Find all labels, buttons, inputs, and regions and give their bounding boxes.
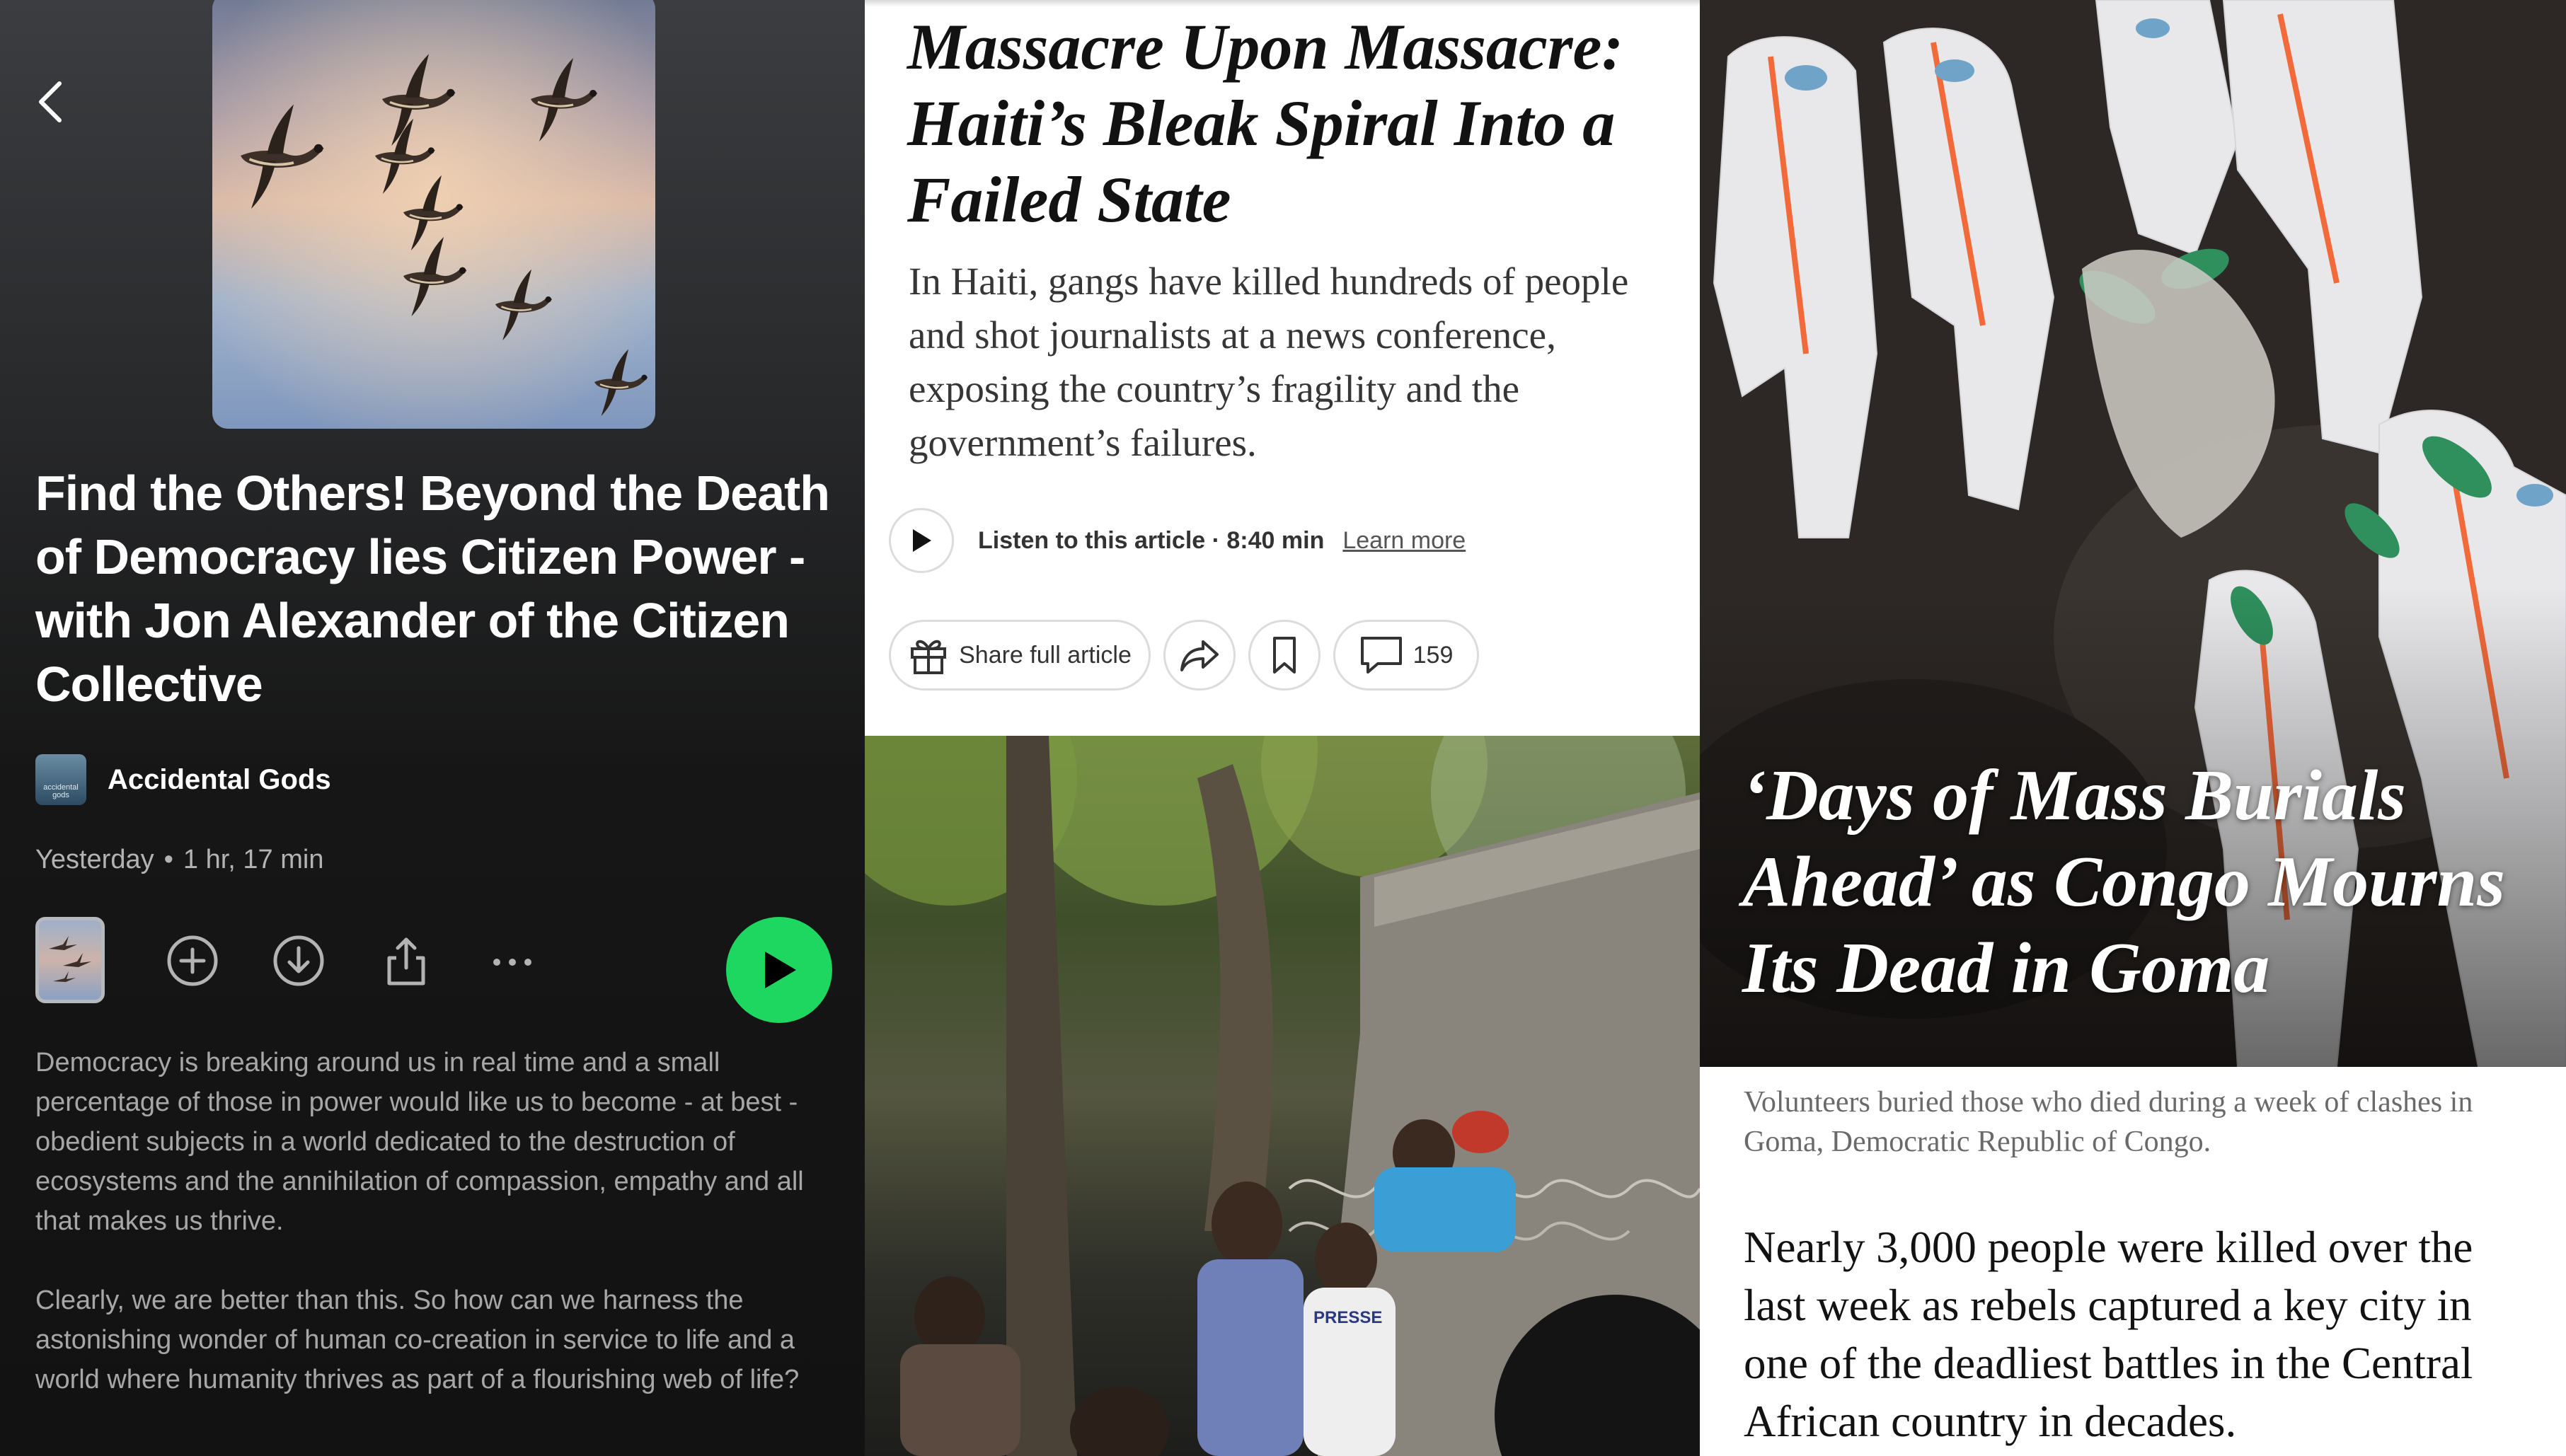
learn-more-link[interactable]: Learn more bbox=[1342, 526, 1466, 554]
episode-description-2: Clearly, we are better than this. So how can we harness the astonishing wonder of human co-creation in service to life and a world where humanity thrives as part of a flourishing web of life? bbox=[35, 1285, 800, 1394]
listen-label: Listen to this article · 8:40 min bbox=[978, 526, 1325, 554]
comments-button[interactable] bbox=[1333, 620, 1479, 691]
episode-date: Yesterday bbox=[35, 845, 154, 874]
episode-actions bbox=[35, 917, 832, 1007]
geese-illustration bbox=[212, 0, 655, 429]
podcast-panel bbox=[0, 0, 865, 1456]
add-circle-icon[interactable] bbox=[166, 934, 219, 988]
more-icon[interactable] bbox=[485, 934, 539, 988]
share-full-article-label: Share full article bbox=[959, 641, 1132, 669]
chevron-left-icon[interactable] bbox=[31, 79, 71, 125]
play-button[interactable] bbox=[726, 917, 832, 1023]
podcast-cover-art bbox=[212, 0, 655, 429]
article-photo bbox=[865, 736, 1700, 1456]
bookmark-icon bbox=[1270, 635, 1299, 675]
show-logo[interactable]: accidental gods bbox=[35, 754, 86, 805]
comment-count: 159 bbox=[1413, 641, 1454, 669]
play-icon bbox=[759, 949, 799, 991]
article-headline: ‘Days of Mass Burials Ahead’ as Congo Mourns Its Dead in Goma bbox=[1742, 756, 2505, 1008]
article-body: Nearly 3,000 people were killed over the last week as rebels captured a key city in one of the deadliest battles in the Central African country in decades. bbox=[1744, 1223, 2473, 1446]
episode-thumbnail[interactable] bbox=[35, 917, 105, 1003]
gift-icon bbox=[908, 635, 949, 676]
download-icon[interactable] bbox=[272, 934, 326, 988]
show-row[interactable] bbox=[35, 754, 331, 805]
share-button[interactable] bbox=[1163, 620, 1236, 691]
listen-row bbox=[889, 508, 1466, 573]
haiti-article-panel bbox=[865, 0, 1700, 1456]
show-name[interactable]: Accidental Gods bbox=[108, 763, 331, 795]
share-icon[interactable] bbox=[379, 934, 433, 988]
episode-meta bbox=[35, 845, 323, 875]
listen-play-button[interactable] bbox=[889, 508, 954, 573]
share-full-article-button[interactable] bbox=[889, 620, 1151, 691]
play-icon bbox=[910, 528, 933, 553]
comment-icon bbox=[1359, 635, 1403, 675]
top-shadow bbox=[865, 0, 1700, 7]
press-shirt-text: PRESSE bbox=[1313, 1308, 1383, 1327]
article-summary: In Haiti, gangs have killed hundreds of people and shot journalists at a news conference, exposing the country’s fragility and the government’s failures. bbox=[909, 260, 1629, 464]
episode-description-1: Democracy is breaking around us in real time and a small percentage of those in power would like us to become - at best - obedient subjects in a world dedicated to the destruction of ecosystems and the annihilation of compassion, empathy and all that makes us thrive. bbox=[35, 1048, 804, 1236]
episode-title: Find the Others! Beyond the Death of Democracy lies Citizen Power - with Jon Alexander of the Citizen Collective bbox=[35, 466, 830, 712]
article-headline: Massacre Upon Massacre: Haiti’s Bleak Spiral Into a Failed State bbox=[907, 11, 1623, 236]
share-arrow-icon bbox=[1179, 637, 1220, 673]
congo-article-panel bbox=[1700, 0, 2566, 1456]
save-button[interactable] bbox=[1248, 620, 1321, 691]
photo-caption: Volunteers buried those who died during a week of clashes in Goma, Democratic Republic of Congo. bbox=[1744, 1086, 2473, 1158]
episode-duration: 1 hr, 17 min bbox=[183, 845, 324, 874]
meta-separator: • bbox=[163, 845, 173, 874]
